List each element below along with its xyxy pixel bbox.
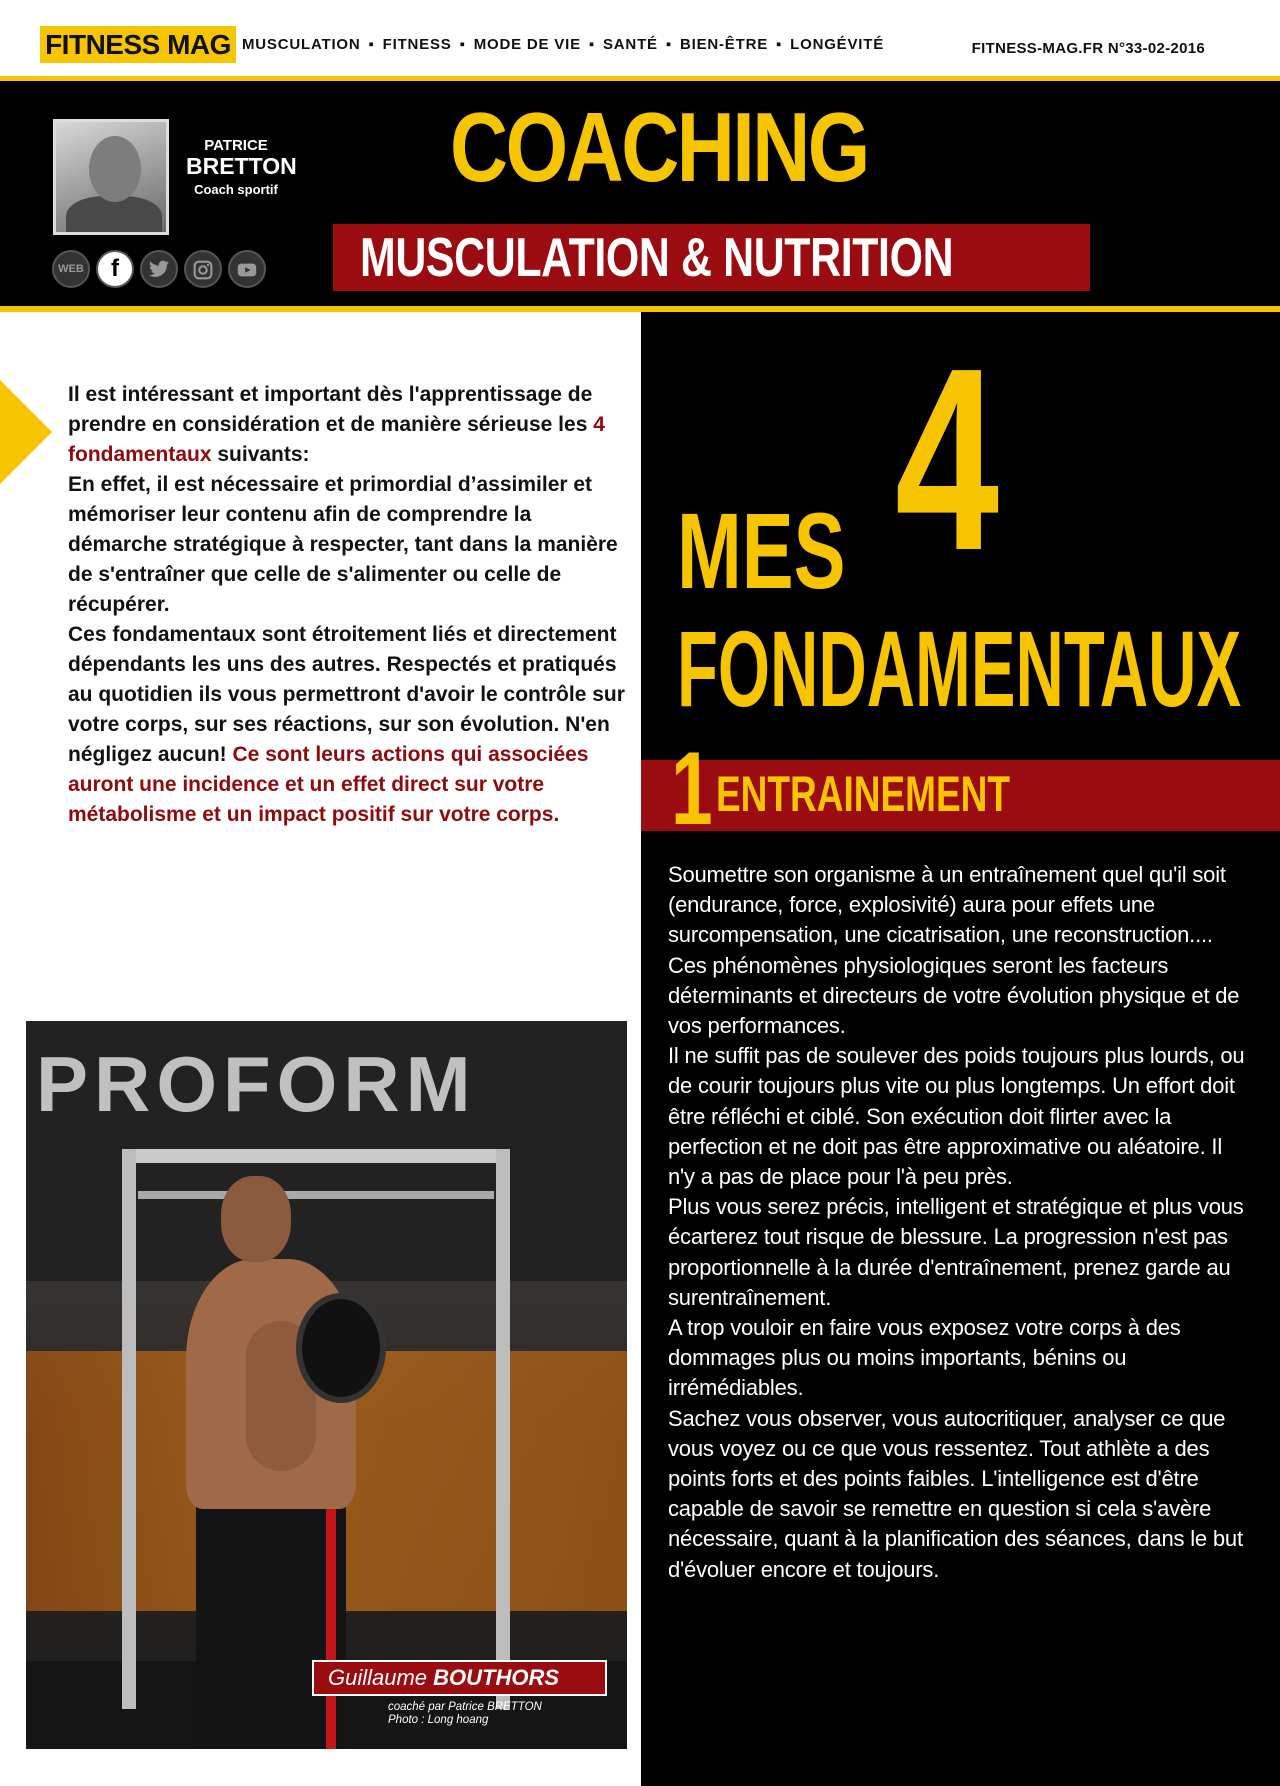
article-header xyxy=(0,81,1280,306)
author-photo xyxy=(53,119,169,235)
body-paragraph: Il ne suffit pas de soulever des poids toujours plus lourds, ou de courir toujours plus vite ou plus longtemps. Un effort doit être réfléchi et ciblé. Son exécution doit flirter avec la perfection et ne doit pas être approximative ou aléatoire. Il n'y a pas de place pour l'à peu près. xyxy=(668,1043,1245,1190)
photo-credit xyxy=(388,1701,542,1727)
body-paragraph: Plus vous serez précis, intelligent et stratégique et plus vous écarterez tout risque de blessure. La progression n'est pas proportionnelle à la durée d'entraînement, prenez garde au surentraînement. xyxy=(668,1194,1244,1310)
section-number: 1 xyxy=(671,731,713,847)
nav-item-fitness[interactable]: FITNESS xyxy=(382,36,452,53)
intro-paragraph-3 xyxy=(68,620,628,830)
rack-post xyxy=(122,1149,136,1709)
nav-item-bien-etre[interactable]: BIEN-ÊTRE xyxy=(679,36,769,53)
body-paragraph: Sachez vous observer, vous autocritiquer, analyser ce que vous voyez ou ce que vous ressentez. Tout athlète a des points forts et des points faibles. L'intelligence est d'être capable de savoir se remettre en question si cela s'avère nécessaire, quant à la planification des séances, dans le but d'évoluer encore et toujours. xyxy=(668,1405,1243,1582)
photo-credit-photographer: Photo : Long hoang xyxy=(388,1714,489,1726)
body-paragraph: Soumettre son organisme à un entraînement quel qu'il soit (endurance, force, explosivité) aura pour effets une surcompensation, une cicatrisation, une reconstruction.... xyxy=(668,862,1226,948)
arrow-marker-icon xyxy=(0,380,52,484)
body-paragraph: A trop vouloir en faire vous exposez votre corps à des dommages plus ou moins importants, bénins ou irrémédiables. xyxy=(668,1315,1181,1401)
intro-highlight: 4 fondamentaux xyxy=(68,413,605,466)
nav-separator: ▪ xyxy=(368,36,375,53)
web-link-icon[interactable]: WEB xyxy=(52,250,90,288)
social-links xyxy=(52,250,266,288)
nav-separator: ▪ xyxy=(665,36,672,53)
nav-item-longevite[interactable]: LONGÉVITÉ xyxy=(790,36,885,53)
athlete-photo xyxy=(26,1021,627,1749)
twitter-icon[interactable] xyxy=(140,250,178,288)
intro-text-run: Il est intéressant et important dès l'apprentissage de prendre en considération et de manière sérieuse les xyxy=(68,383,594,436)
author-block xyxy=(186,137,297,197)
photo-caption xyxy=(328,1663,559,1693)
nav-item-musculation[interactable]: MUSCULATION xyxy=(242,36,361,53)
author-photo-head xyxy=(89,136,141,202)
instagram-icon[interactable] xyxy=(184,250,222,288)
caption-first-name: Guillaume xyxy=(328,1665,434,1690)
section-nav xyxy=(242,36,884,53)
nav-item-sante[interactable]: SANTÉ xyxy=(603,36,658,53)
nav-item-mode-de-vie[interactable]: MODE DE VIE xyxy=(473,36,581,53)
intro-paragraph-2: En effet, il est nécessaire et primordial d’assimiler et mémoriser leur contenu afin de comprendre la démarche stratégique à respecter, tant dans la manière de s'entraîner que celle de s'alimenter ou celle de récupérer. xyxy=(68,473,618,616)
athlete-head xyxy=(221,1176,291,1262)
rack-top xyxy=(122,1149,510,1163)
athlete-pants-stripe xyxy=(326,1501,336,1749)
body-paragraph: Ces phénomènes physiologiques seront les facteurs déterminants et directeurs de votre évolution physique et de vos performances. xyxy=(668,952,1240,1039)
feature-title-word: FONDAMENTAUX xyxy=(677,608,1242,729)
feature-title-mes: MES xyxy=(677,490,846,611)
intro-text-run: Ces fondamentaux sont étroitement liés et directement dépendants les uns des autres. Respectés et pratiqués au quotidien ils vous permettront d'avoir le contrôle sur votre corps, sur ses réactions, sur son évolution. N'en négligez aucun! xyxy=(68,623,625,766)
caption-last-name: BOUTHORS xyxy=(433,1665,560,1690)
facebook-icon[interactable]: f xyxy=(96,250,134,288)
nav-separator: ▪ xyxy=(776,36,783,53)
intro-highlight: Ce sont leurs actions qui associées auront une incidence et un effet direct sur votre métabolisme et un impact positif sur votre corps. xyxy=(68,743,589,826)
intro-text-run: suivants: xyxy=(211,443,310,466)
author-last-name: BRETTON xyxy=(186,153,297,179)
page-subtitle: MUSCULATION & NUTRITION xyxy=(360,226,954,288)
youtube-icon[interactable] xyxy=(228,250,266,288)
photo-credit-coach: coaché par Patrice BRETTON xyxy=(388,1701,542,1713)
author-first-name: PATRICE xyxy=(204,137,268,154)
magazine-logo[interactable]: FITNESS MAG xyxy=(40,26,236,63)
section-body xyxy=(668,860,1253,1585)
masthead xyxy=(0,0,1280,76)
rack-post xyxy=(496,1149,510,1709)
intro-paragraph-1 xyxy=(68,380,628,470)
author-role: Coach sportif xyxy=(194,182,278,197)
intro-text xyxy=(68,380,628,830)
rack-bar xyxy=(138,1191,494,1199)
feature-title-number: 4 xyxy=(895,315,1000,605)
graffiti-text: PROFORM xyxy=(36,1040,477,1128)
page-title: COACHING xyxy=(450,92,868,202)
nav-separator: ▪ xyxy=(459,36,466,53)
athlete-pants xyxy=(196,1501,346,1749)
nav-separator: ▪ xyxy=(588,36,595,53)
issue-number: FITNESS-MAG.FR N°33-02-2016 xyxy=(971,40,1205,57)
barbell-plate xyxy=(296,1293,386,1403)
section-title: ENTRAINEMENT xyxy=(716,766,1010,822)
